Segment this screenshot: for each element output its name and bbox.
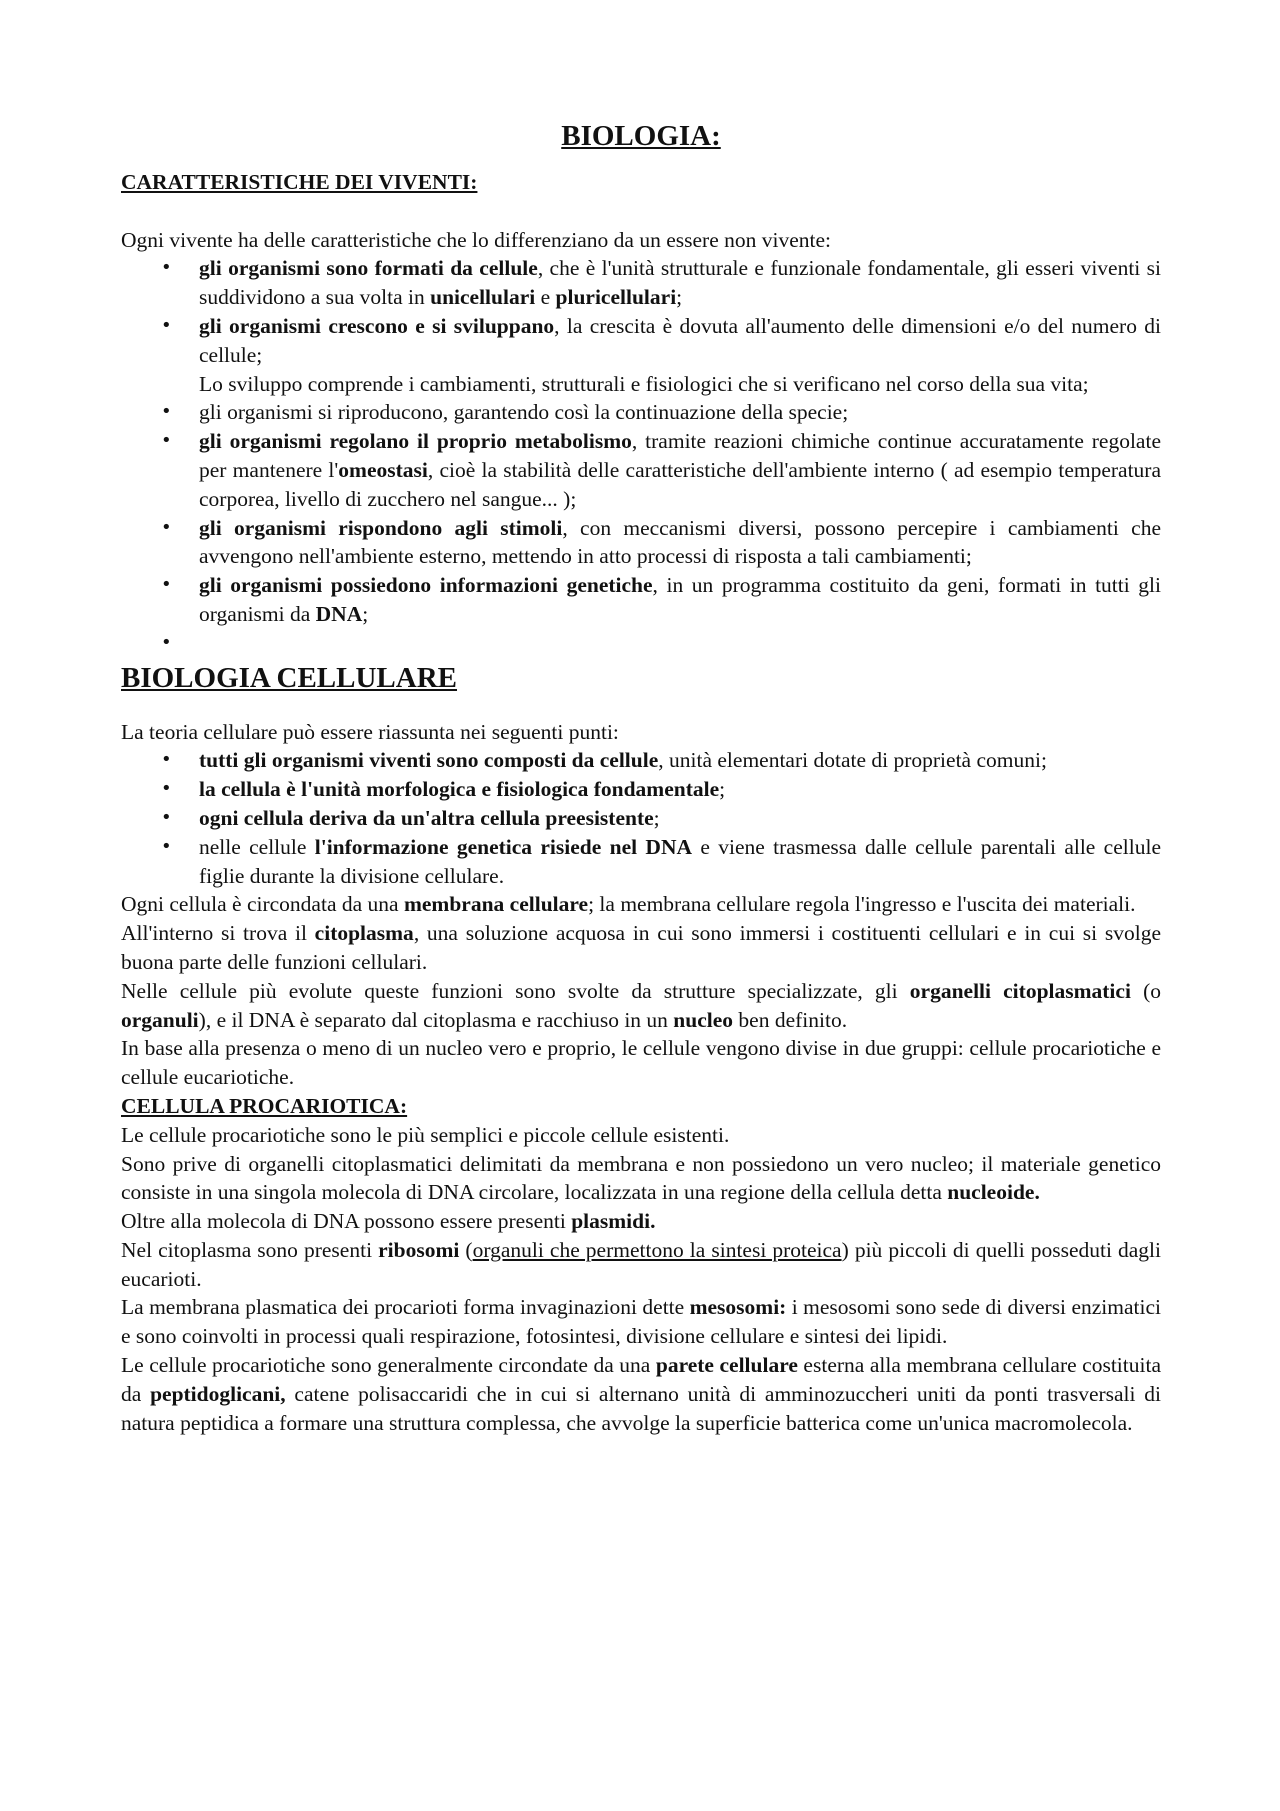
paragraph: Ogni cellula è circondata da una membrana cellulare; la membrana cellulare regola l'ingresso e l'uscita dei materiali. <box>121 892 1136 917</box>
intro-paragraph: Ogni vivente ha delle caratteristiche che lo differenziano da un essere non vivente: <box>121 227 832 252</box>
list-item: • gli organismi possiedono informazioni genetiche, in un programma costituito da geni, formati in tutti gli organismi da DNA; <box>121 571 1161 629</box>
underlined-text: organuli che permettono la sintesi proteica <box>472 1237 842 1262</box>
list-item: • la cellula è l'unità morfologica e fisiologica fondamentale; <box>121 775 1161 804</box>
paragraph: Le cellule procariotiche sono le più semplici e piccole cellule esistenti. <box>121 1122 730 1147</box>
list-item-empty <box>121 629 1161 658</box>
paragraph: In base alla presenza o meno di un nucleo vero e proprio, le cellule vengono divise in due gruppi: cellule procariotiche e cellule eucariotiche. <box>121 1036 1161 1090</box>
section-heading-cellula-procariotica: CELLULA PROCARIOTICA: <box>121 1093 408 1118</box>
bullet-list-teoria-cellulare <box>121 746 1161 890</box>
list-item: • gli organismi sono formati da cellule, che è l'unità strutturale e funzionale fondamentale, gli esseri viventi si suddividono a sua volta in unicellulari e pluricellulari; <box>121 254 1161 312</box>
paragraph: Nelle cellule più evolute queste funzioni sono svolte da strutture specializzate, gli organelli citoplasmatici (o organuli), e il DNA è separato dal citoplasma e racchiuso in un nucleo ben definito. <box>121 978 1161 1032</box>
list-item: • gli organismi regolano il proprio metabolismo, tramite reazioni chimiche continue accuratamente regolate per mantenere l'omeostasi, cioè la stabilità delle caratteristiche dell'ambiente interno ( ad esempio temperatura corporea, livello di zucchero nel sangue... ); <box>121 427 1161 513</box>
document-page <box>121 118 1161 1437</box>
list-item: • gli organismi crescono e si sviluppano, la crescita è dovuta all'aumento delle dimensioni e/o del numero di cellule; Lo sviluppo comprende i cambiamenti, strutturali e fisiologici che si verificano nel corso della sua vita; <box>121 312 1161 398</box>
paragraph: Nel citoplasma sono presenti ribosomi (organuli che permettono la sintesi proteica) più piccoli di quelli posseduti dagli eucarioti. <box>121 1237 1161 1291</box>
section-heading-caratteristiche: CARATTERISTICHE DEI VIVENTI: <box>121 170 478 194</box>
paragraph: Le cellule procariotiche sono generalmente circondate da una parete cellulare esterna alla membrana cellulare costituita da peptidoglicani, catene polisaccaridi che in cui si alternano unità di amminozuccheri uniti da ponti trasversali di natura peptidica a formare una struttura complessa, che avvolge la superficie batterica come un'unica macromolecola. <box>121 1353 1161 1435</box>
list-item: • nelle cellule l'informazione genetica risiede nel DNA e viene trasmessa dalle cellule parentali alle cellule figlie durante la divisione cellulare. <box>121 833 1161 891</box>
paragraph: La membrana plasmatica dei procarioti forma invaginazioni dette mesosomi: i mesosomi sono sede di diversi enzimatici e sono coinvolti in processi quali respirazione, fotosintesi, divisione cellulare e sintesi dei lipidi. <box>121 1295 1161 1349</box>
paragraph: Sono prive di organelli citoplasmatici delimitati da membrana e non possiedono un vero nucleo; il materiale genetico consiste in una singola molecola di DNA circolare, localizzata in una regione della cellula detta nucleoide. <box>121 1151 1161 1205</box>
paragraph: Oltre alla molecola di DNA possono essere presenti plasmidi. <box>121 1209 656 1234</box>
list-item: • gli organismi rispondono agli stimoli, con meccanismi diversi, possono percepire i cambiamenti che avvengono nell'ambiente esterno, mettendo in atto processi di risposta a tali cambiamenti; <box>121 514 1161 572</box>
list-item: • tutti gli organismi viventi sono composti da cellule, unità elementari dotate di proprietà comuni; <box>121 746 1161 775</box>
page-title: BIOLOGIA: <box>561 120 721 152</box>
list-item: • ogni cellula deriva da un'altra cellula preesistente; <box>121 804 1161 833</box>
list-item: • gli organismi si riproducono, garantendo così la continuazione della specie; <box>121 398 1161 427</box>
intro-paragraph: La teoria cellulare può essere riassunta nei seguenti punti: <box>121 719 619 744</box>
bullet-list-caratteristiche <box>121 254 1161 657</box>
section-heading-biologia-cellulare: BIOLOGIA CELLULARE <box>121 661 458 694</box>
paragraph: All'interno si trova il citoplasma, una soluzione acquosa in cui sono immersi i costituenti cellulari e in cui si svolge buona parte delle funzioni cellulari. <box>121 921 1161 974</box>
